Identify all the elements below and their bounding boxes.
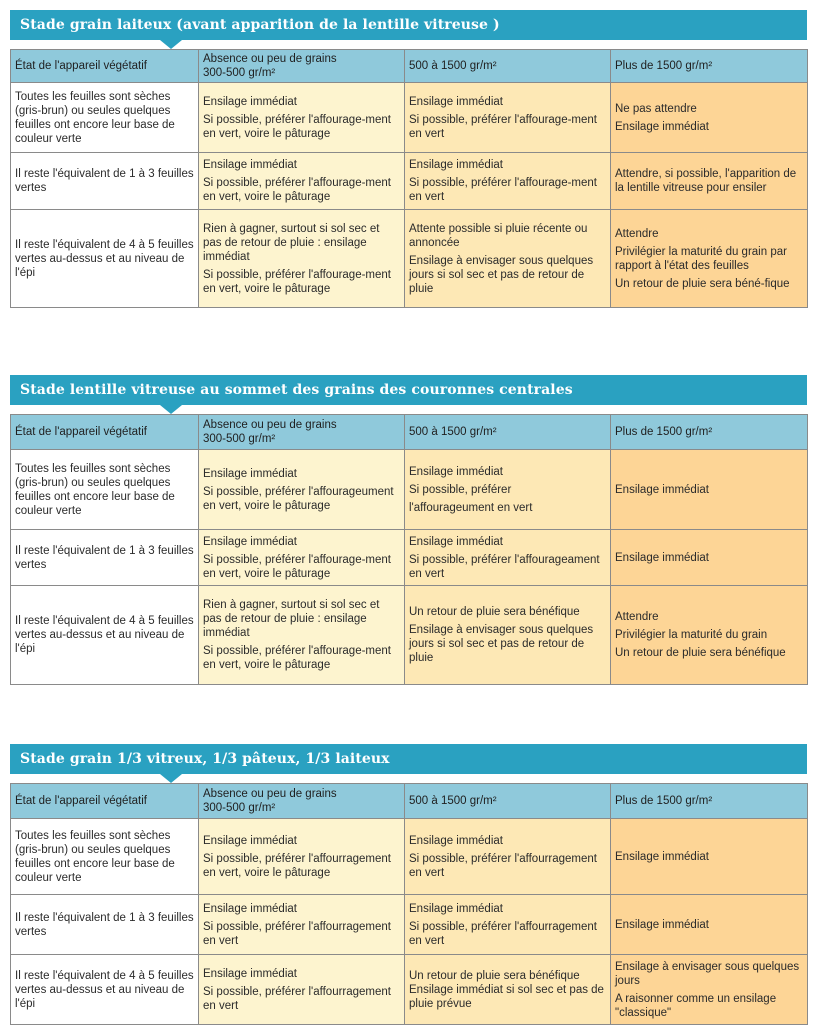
low-density-cell: Ensilage immédiat Si possible, préférer l'affourragement en vert [199, 895, 405, 955]
low-density-cell: Ensilage immédiat Si possible, préférer l'affourage-ment en vert, voire le pâturage [199, 83, 405, 153]
high-density-cell: Attendre Privilégier la maturité du grain Un retour de pluie sera bénéfique [611, 586, 808, 685]
high-density-cell: Ensilage immédiat [611, 895, 808, 955]
high-density-cell: Ensilage immédiat [611, 450, 808, 530]
header-state: État de l'appareil végétatif [11, 784, 199, 819]
low-density-cell: Ensilage immédiat Si possible, préférer l'affourragement en vert, voire le pâturage [199, 819, 405, 895]
high-density-cell: Ne pas attendre Ensilage immédiat [611, 83, 808, 153]
high-density-cell: Attendre, si possible, l'apparition de la lentille vitreuse pour ensiler [611, 153, 808, 210]
section-title: Stade grain 1/3 vitreux, 1/3 pâteux, 1/3 laiteux [10, 744, 807, 774]
header-low-density: Absence ou peu de grains 300-500 gr/m² [199, 50, 405, 83]
low-density-cell: Rien à gagner, surtout si sol sec et pas de retour de pluie : ensilage immédiat Si possible, préférer l'affourage-ment en vert, voire le pâturage [199, 586, 405, 685]
state-cell: Il reste l'équivalent de 1 à 3 feuilles vertes [11, 153, 199, 210]
table-row [11, 955, 808, 1025]
table-row [11, 83, 808, 153]
mid-density-cell: Ensilage immédiat Si possible, préférer l'affourageument en vert [405, 450, 611, 530]
mid-density-cell: Ensilage immédiat Si possible, préférer l'affourageament en vert [405, 530, 611, 586]
high-density-cell: Ensilage immédiat [611, 819, 808, 895]
low-density-cell: Ensilage immédiat Si possible, préférer l'affourage-ment en vert, voire le pâturage [199, 153, 405, 210]
table-row [11, 586, 808, 685]
mid-density-cell: Ensilage immédiat Si possible, préférer l'affourage-ment en vert [405, 83, 611, 153]
low-density-cell: Rien à gagner, surtout si sol sec et pas de retour de pluie : ensilage immédiat Si possible, préférer l'affourage-ment en vert, voire le pâturage [199, 210, 405, 308]
state-cell: Il reste l'équivalent de 4 à 5 feuilles vertes au-dessus et au niveau de l'épi [11, 955, 199, 1025]
state-cell: Il reste l'équivalent de 4 à 5 feuilles vertes au-dessus et au niveau de l'épi [11, 210, 199, 308]
header-high-density: Plus de 1500 gr/m² [611, 415, 808, 450]
low-density-cell: Ensilage immédiat Si possible, préférer l'affourragement en vert [199, 955, 405, 1025]
table-row [11, 530, 808, 586]
mid-density-cell: Ensilage immédiat Si possible, préférer l'affourragement en vert [405, 895, 611, 955]
table-row [11, 895, 808, 955]
decision-table [10, 783, 808, 1025]
section-title: Stade lentille vitreuse au sommet des grains des couronnes centrales [10, 375, 807, 405]
mid-density-cell: Ensilage immédiat Si possible, préférer l'affourragement en vert [405, 819, 611, 895]
header-high-density: Plus de 1500 gr/m² [611, 784, 808, 819]
mid-density-cell: Ensilage immédiat Si possible, préférer l'affourage-ment en vert [405, 153, 611, 210]
decision-table [10, 414, 808, 685]
state-cell: Toutes les feuilles sont sèches (gris-brun) ou seules quelques feuilles ont encore leur base de couleur verte [11, 83, 199, 153]
header-mid-density: 500 à 1500 gr/m² [405, 50, 611, 83]
banner-pointer [160, 40, 182, 49]
state-cell: Il reste l'équivalent de 1 à 3 feuilles vertes [11, 530, 199, 586]
state-cell: Il reste l'équivalent de 1 à 3 feuilles vertes [11, 895, 199, 955]
header-row [11, 784, 808, 819]
banner-pointer [160, 405, 182, 414]
table-row [11, 153, 808, 210]
low-density-cell: Ensilage immédiat Si possible, préférer l'affourageument en vert, voire le pâturage [199, 450, 405, 530]
low-density-cell: Ensilage immédiat Si possible, préférer l'affourage-ment en vert, voire le pâturage [199, 530, 405, 586]
state-cell: Toutes les feuilles sont sèches (gris-brun) ou seules quelques feuilles ont encore leur base de couleur verte [11, 819, 199, 895]
high-density-cell: Ensilage à envisager sous quelques jours A raisonner comme un ensilage "classique" [611, 955, 808, 1025]
decision-table [10, 49, 808, 308]
state-cell: Toutes les feuilles sont sèches (gris-brun) ou seules quelques feuilles ont encore leur base de couleur verte [11, 450, 199, 530]
table-row [11, 819, 808, 895]
header-state: État de l'appareil végétatif [11, 50, 199, 83]
table-row [11, 450, 808, 530]
header-state: État de l'appareil végétatif [11, 415, 199, 450]
state-cell: Il reste l'équivalent de 4 à 5 feuilles vertes au-dessus et au niveau de l'épi [11, 586, 199, 685]
mid-density-cell: Attente possible si pluie récente ou annoncée Ensilage à envisager sous quelques jours si sol sec et pas de retour de pluie [405, 210, 611, 308]
section-title: Stade grain laiteux (avant apparition de la lentille vitreuse ) [10, 10, 807, 40]
high-density-cell: Ensilage immédiat [611, 530, 808, 586]
header-mid-density: 500 à 1500 gr/m² [405, 415, 611, 450]
table-row [11, 210, 808, 308]
high-density-cell: Attendre Privilégier la maturité du grain par rapport à l'état des feuilles Un retour de pluie sera béné-fique [611, 210, 808, 308]
banner-pointer [160, 774, 182, 783]
header-row [11, 415, 808, 450]
mid-density-cell: Un retour de pluie sera bénéfique Ensilage à envisager sous quelques jours si sol sec et pas de retour de pluie [405, 586, 611, 685]
header-mid-density: 500 à 1500 gr/m² [405, 784, 611, 819]
header-low-density: Absence ou peu de grains 300-500 gr/m² [199, 415, 405, 450]
header-high-density: Plus de 1500 gr/m² [611, 50, 808, 83]
mid-density-cell: Un retour de pluie sera bénéfique Ensilage immédiat si sol sec et pas de pluie prévue [405, 955, 611, 1025]
header-row [11, 50, 808, 83]
header-low-density: Absence ou peu de grains 300-500 gr/m² [199, 784, 405, 819]
